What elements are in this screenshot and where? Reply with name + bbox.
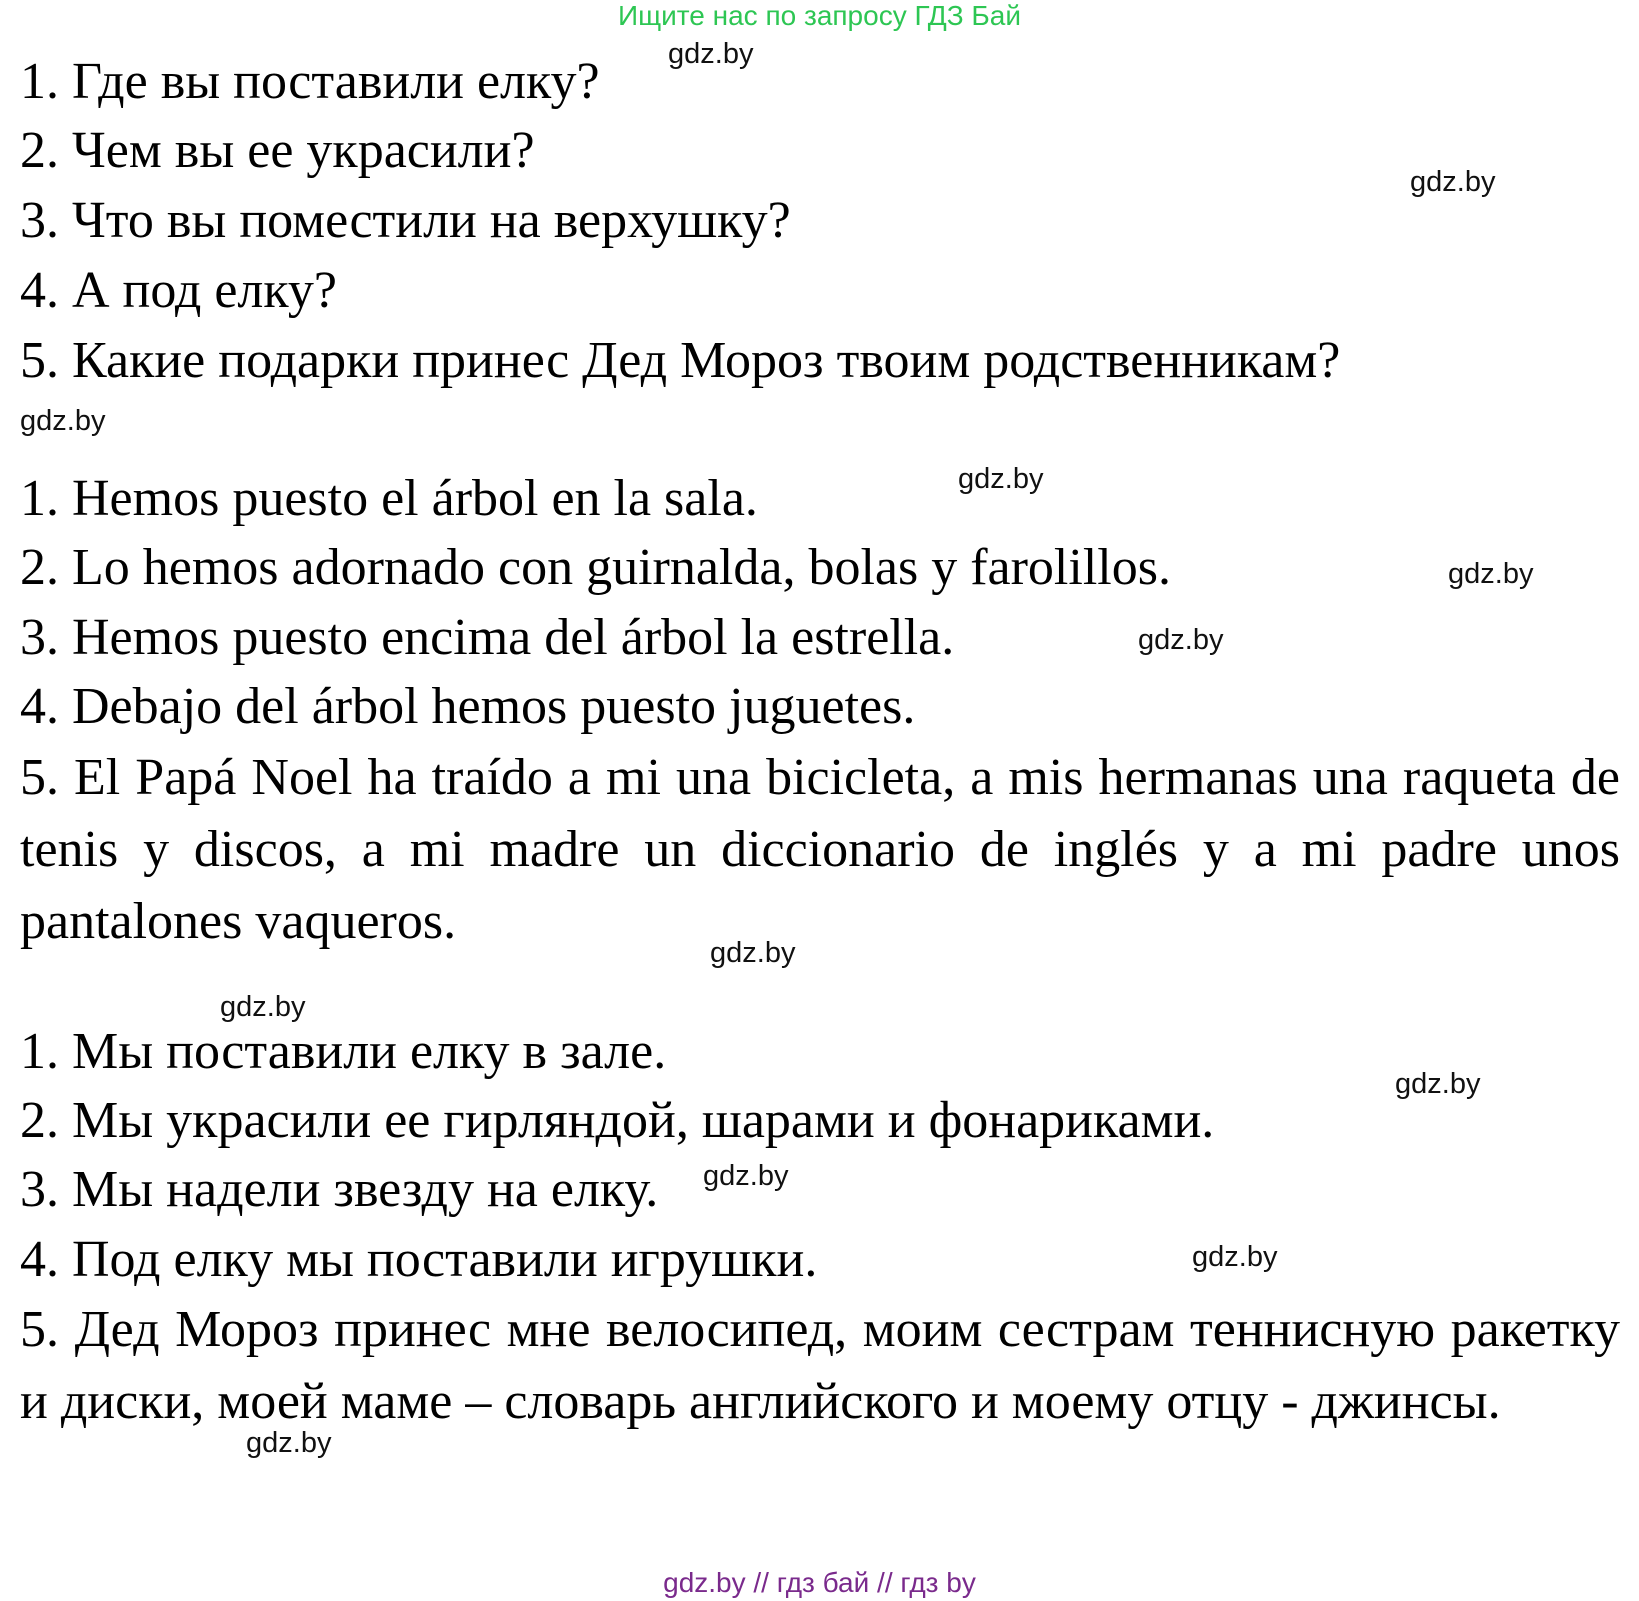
watermark: gdz.by	[20, 405, 106, 437]
watermark: gdz.by	[1138, 624, 1224, 656]
answer-ru-1: 1. Мы поставили елку в зале.	[20, 1023, 667, 1080]
footer-links[interactable]: gdz.by // гдз бай // гдз by	[663, 1567, 976, 1598]
watermark: gdz.by	[958, 463, 1044, 495]
watermark: gdz.by	[703, 1160, 789, 1192]
question-5: 5. Какие подарки принес Дед Мороз твоим родственникам?	[20, 332, 1341, 389]
answer-ru-4: 4. Под елку мы поставили игрушки.	[20, 1231, 818, 1288]
watermark: gdz.by	[1410, 166, 1496, 198]
answer-es-2: 2. Lo hemos adornado con guirnalda, bolas y farolillos.	[20, 539, 1171, 596]
question-1: 1. Где вы поставили елку?	[20, 53, 600, 110]
watermark: gdz.by	[1395, 1068, 1481, 1100]
header-search-hint[interactable]: Ищите нас по запросу ГДЗ Бай	[617, 0, 1022, 31]
answer-es-4: 4. Debajo del árbol hemos puesto juguetes.	[20, 678, 916, 735]
question-4: 4. А под елку?	[20, 262, 337, 319]
answer-es-3: 3. Hemos puesto encima del árbol la estrella.	[20, 609, 955, 666]
answer-es-5: 5. El Papá Noel ha traído a mi una bicicleta, a mis hermanas una raqueta de tenis y discos, a mi madre un diccionario de inglés y a mi padre unos pantalones vaqueros.	[20, 749, 1620, 950]
answer-ru-5: 5. Дед Мороз принес мне велосипед, моим сестрам теннисную ракетку и диски, моей маме – словарь английского и моему отцу - джинсы.	[20, 1301, 1620, 1430]
answer-ru-2: 2. Мы украсили ее гирляндой, шарами и фонариками.	[20, 1092, 1215, 1149]
watermark: gdz.by	[220, 991, 306, 1023]
watermark: gdz.by	[668, 38, 754, 70]
question-2: 2. Чем вы ее украсили?	[20, 122, 535, 179]
watermark: gdz.by	[1448, 558, 1534, 590]
watermark: gdz.by	[1192, 1241, 1278, 1273]
answer-ru-3: 3. Мы надели звезду на елку.	[20, 1161, 659, 1218]
watermark: gdz.by	[710, 937, 796, 969]
question-3: 3. Что вы поместили на верхушку?	[20, 192, 791, 249]
answer-es-1: 1. Hemos puesto el árbol en la sala.	[20, 470, 758, 527]
watermark: gdz.by	[246, 1427, 332, 1459]
